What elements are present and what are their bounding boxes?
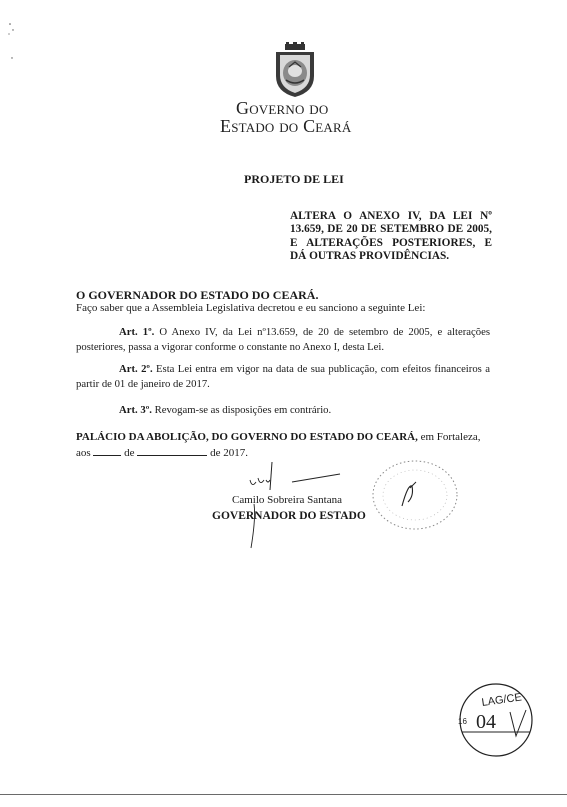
article-1 bbox=[76, 325, 490, 354]
stamp-small-number: 16 bbox=[458, 717, 467, 726]
circular-stamp bbox=[368, 456, 462, 534]
article-1-label: Art. 1º. bbox=[119, 326, 155, 338]
document-type-title: PROJETO DE LEI bbox=[244, 172, 344, 186]
closing-place: PALÁCIO DA ABOLIÇÃO, DO GOVERNO DO ESTADO DO CEARÁ, bbox=[76, 431, 418, 443]
closing-aos: aos bbox=[76, 446, 91, 459]
article-3 bbox=[76, 403, 490, 418]
day-blank bbox=[93, 445, 121, 456]
enactment-clause: Faço saber que a Assembleia Legislativa decretou e eu sanciono a seguinte Lei: bbox=[76, 302, 426, 314]
ementa: ALTERA O ANEXO IV, DA LEI Nº 13.659, DE 20 DE SETEMBRO DE 2005, E ALTERAÇÕES POSTERIORES, E DÁ OUTRAS PROVIDÊNCIAS. bbox=[290, 210, 492, 263]
article-2-text: Esta Lei entra em vigor na data de sua publicação, com efeitos financeiros a partir de 01 de janeiro de 2017. bbox=[76, 363, 490, 390]
month-blank bbox=[137, 445, 207, 456]
header-line-2: Estado do Ceará bbox=[220, 116, 352, 136]
signatory-title: GOVERNADOR DO ESTADO bbox=[212, 510, 366, 522]
article-2 bbox=[76, 362, 490, 391]
stamp-number: 04 bbox=[476, 711, 496, 733]
scan-marks bbox=[4, 20, 18, 70]
governor-heading: O GOVERNADOR DO ESTADO DO CEARÁ. bbox=[76, 288, 319, 302]
ceara-coat-of-arms-icon bbox=[272, 42, 318, 98]
stamp-label: LAG/CE bbox=[480, 691, 523, 709]
signatory-name: Camilo Sobreira Santana bbox=[232, 494, 342, 506]
article-2-label: Art. 2º. bbox=[119, 363, 153, 375]
header-line-1: Governo do bbox=[236, 98, 329, 118]
article-3-text: Revogam-se as disposições em contrário. bbox=[154, 404, 332, 416]
closing-year: de 2017. bbox=[210, 446, 248, 459]
protocol-stamp bbox=[452, 680, 540, 760]
bottom-rule bbox=[0, 794, 567, 795]
article-1-text: O Anexo IV, da Lei nº13.659, de 20 de setembro de 2005, e alterações posteriores, passa a vigorar conforme o constante no Anexo I, desta Lei. bbox=[76, 326, 490, 353]
closing-de: de bbox=[124, 446, 135, 459]
closing-city: em Fortaleza, bbox=[420, 431, 481, 443]
article-3-label: Art. 3º. bbox=[119, 404, 152, 416]
